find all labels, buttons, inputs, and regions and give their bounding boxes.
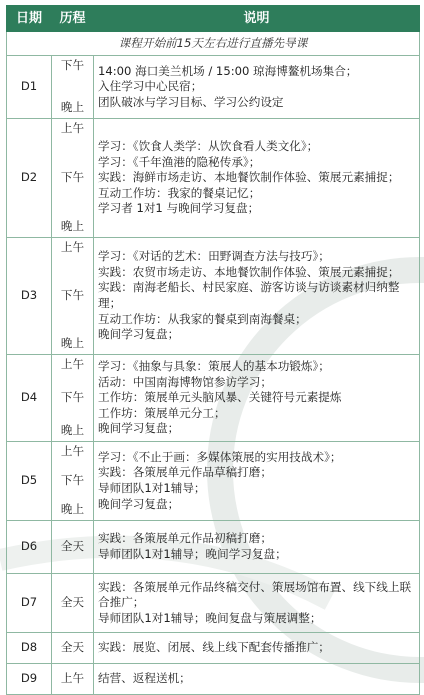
period-label: 上午 (60, 240, 85, 254)
description-cell (94, 238, 420, 355)
table-row (7, 442, 420, 521)
period-cell (52, 521, 94, 574)
description-line: 工作坊：策展单元分工； (98, 405, 226, 420)
period-label: 全天 (60, 640, 85, 655)
day-cell: D6 (7, 521, 52, 574)
period-label: 下午 (60, 473, 85, 488)
day-cell: D2 (7, 119, 52, 238)
description-line: 实践：海鲜市场走访、本地餐饮制作体验、策展元素捕捉； (98, 170, 400, 185)
table-row (7, 664, 420, 695)
table-row (7, 238, 420, 355)
description-line: 互动工作坊：我家的餐桌记忆； (98, 185, 261, 200)
period-label: 上午 (60, 121, 85, 135)
description-line: 晚间学习复盘； (98, 496, 180, 511)
description-line: 学习：《饮食人类学：从饮食看人类文化》； (98, 139, 319, 154)
header-day: 日期 (7, 6, 52, 32)
table-header-row (7, 6, 420, 32)
period-label: 晚上 (60, 219, 85, 234)
day-cell: D3 (7, 238, 52, 355)
course-schedule-table (6, 5, 420, 695)
day-cell: D1 (7, 56, 52, 119)
period-cell (52, 442, 94, 521)
description-line: 导师团队1对1辅导；晚间学习复盘； (98, 547, 287, 561)
period-label: 晚上 (60, 100, 85, 115)
description-line: 实践：农贸市场走访、本地餐饮制作体验、策展元素捕捉； (98, 264, 400, 279)
period-label: 全天 (60, 595, 85, 610)
header-description: 说明 (94, 6, 420, 32)
period-cell (52, 238, 94, 355)
period-label: 下午 (60, 58, 85, 72)
description-line: 学习：《抽象与具象：策展人的基本功锻炼》； (98, 359, 330, 374)
period-label: 下午 (60, 170, 85, 185)
description-line: 晚间学习复盘； (98, 421, 180, 436)
period-cell (52, 633, 94, 664)
banner-row (7, 32, 420, 56)
period-label: 全天 (60, 539, 85, 554)
table-row (7, 355, 420, 442)
period-label: 下午 (60, 390, 85, 405)
period-label: 上午 (60, 357, 85, 371)
table-row (7, 119, 420, 238)
table-row (7, 521, 420, 574)
period-label: 晚上 (60, 502, 85, 517)
table-row (7, 56, 420, 119)
description-line: 晚间学习复盘； (98, 327, 180, 342)
description-cell (94, 355, 420, 442)
description-cell (94, 633, 420, 664)
description-line: 互动工作坊：从我家的餐桌到南海餐桌； (98, 311, 307, 326)
period-cell (52, 119, 94, 238)
description-line: 导师团队1对1辅导； (98, 481, 206, 495)
description-line: 学习：《千年渔港的隐秘传承》； (98, 154, 261, 169)
day-cell: D5 (7, 442, 52, 521)
pre-course-banner: 课程开始前15天左右进行直播先导课 (7, 32, 420, 56)
description-line: 活动：中国南海博物馆参访学习； (98, 374, 272, 389)
day-cell: D4 (7, 355, 52, 442)
period-label: 上午 (60, 671, 85, 686)
description-line: 实践：各策展单元作品初稿打磨； (98, 531, 272, 546)
description-line: 学习者 1对1 与晚间学习复盘； (98, 201, 260, 216)
description-cell (94, 664, 420, 695)
description-cell (94, 521, 420, 574)
period-label: 晚上 (60, 336, 85, 351)
description-cell (94, 119, 420, 238)
period-label: 下午 (60, 288, 85, 303)
description-line: 学习：《对话的艺术：田野调查方法与技巧》； (98, 249, 330, 264)
day-cell: D7 (7, 574, 52, 633)
period-cell (52, 664, 94, 695)
table-row (7, 574, 420, 633)
period-cell (52, 355, 94, 442)
description-line: 结营、返程送机； (98, 671, 191, 686)
description-cell (94, 442, 420, 521)
table-row (7, 633, 420, 664)
description-line: 入住学习中心民宿； (98, 79, 203, 94)
period-label: 上午 (60, 444, 85, 458)
description-line: 团队破冰与学习目标、学习公约设定 (98, 94, 284, 109)
description-line: 14:00 海口美兰机场 / 15:00 琼海博鳌机场集合； (98, 63, 358, 78)
description-cell (94, 56, 420, 119)
period-cell (52, 574, 94, 633)
period-label: 晚上 (60, 423, 85, 438)
header-period: 历程 (52, 6, 94, 32)
description-line: 实践：展览、闭展、线上线下配套传播推广； (98, 640, 330, 655)
day-cell: D8 (7, 633, 52, 664)
description-line: 工作坊：策展单元头脑风暴、关键符号元素提炼 (98, 390, 342, 405)
description-line: 学习：《不止于画：多媒体策展的实用技战术》； (98, 449, 342, 464)
period-cell (52, 56, 94, 119)
description-line: 实践：各策展单元作品终稿交付、策展场馆布置、线下线上联合推广； (98, 579, 412, 610)
day-cell: D9 (7, 664, 52, 695)
description-line: 导师团队1对1辅导；晚间复盘与策展调整； (98, 610, 322, 625)
description-line: 实践：南海老船长、村民家庭、游客访谈与访谈素材归纳整理； (98, 280, 400, 310)
description-line: 实践：各策展单元作品草稿打磨； (98, 465, 272, 480)
description-cell (94, 574, 420, 633)
